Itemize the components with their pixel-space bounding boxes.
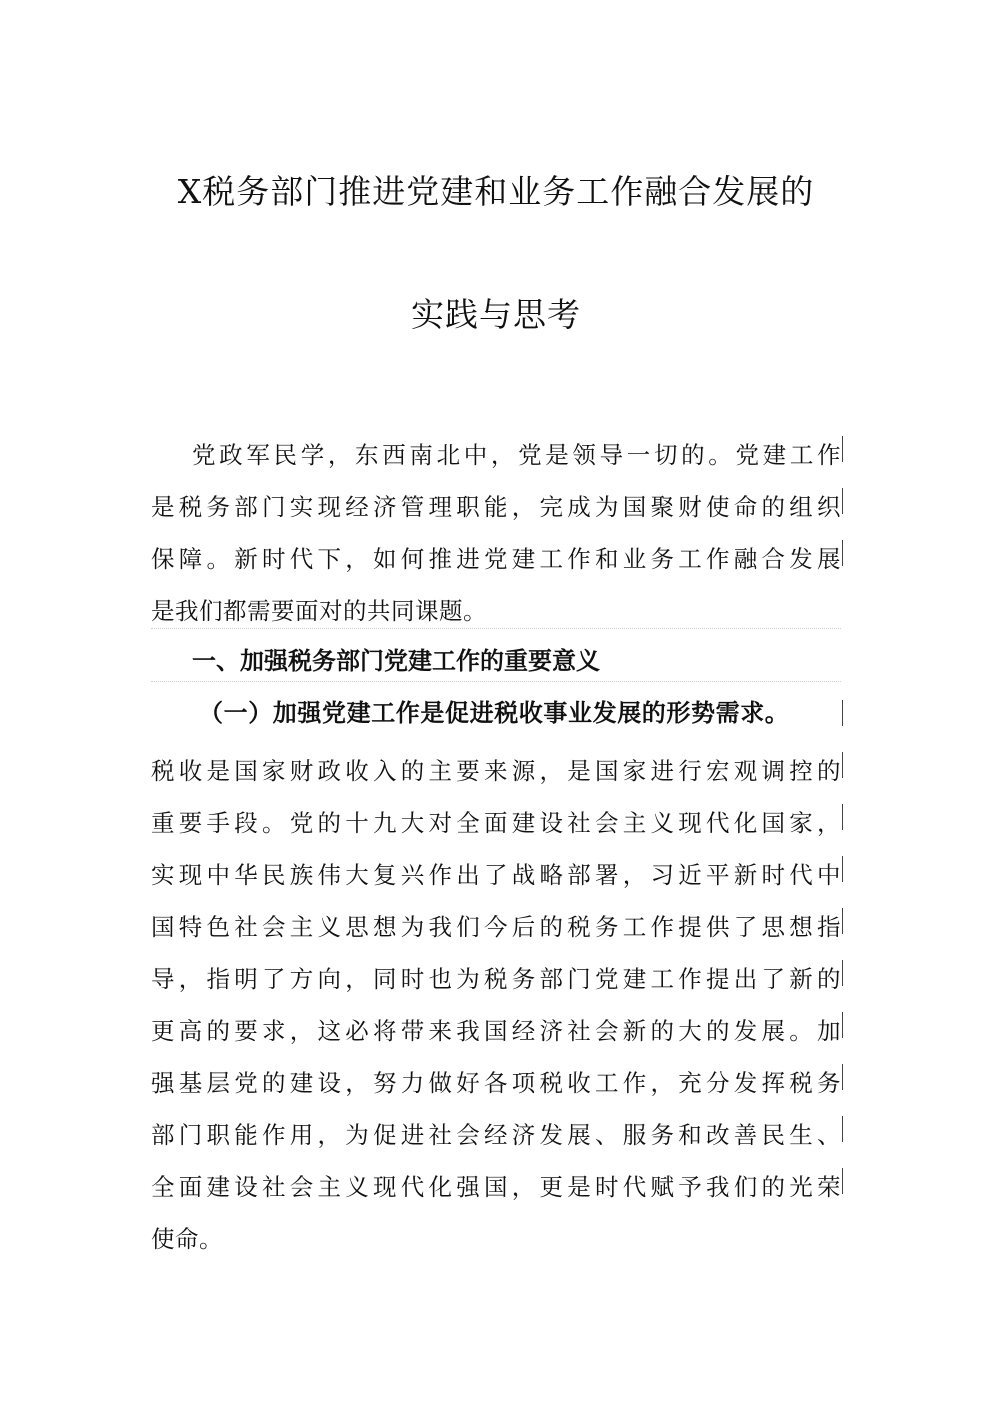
subsection-heading-1: （一）加强党建工作是促进税收事业发展的形势需求。 — [199, 699, 790, 727]
divider — [151, 681, 841, 682]
intro-line-4: 是我们都需要面对的共同课题。 — [151, 597, 487, 625]
margin-mark — [842, 1012, 843, 1038]
margin-mark — [842, 1064, 843, 1090]
body-line-9: 全面建设社会主义现代化强国，更是时代赋予我们的光荣 — [151, 1173, 841, 1201]
intro-line-1: 党政军民学，东西南北中，党是领导一切的。党建工作 — [192, 441, 841, 469]
margin-mark — [842, 960, 843, 986]
document-title-line-2: 实践与思考 — [411, 295, 581, 334]
margin-mark — [842, 908, 843, 934]
margin-mark — [842, 1116, 843, 1142]
intro-line-2: 是税务部门实现经济管理职能，完成为国聚财使命的组织 — [151, 493, 841, 521]
body-line-8: 部门职能作用，为促进社会经济发展、服务和改善民生、 — [151, 1121, 841, 1149]
margin-mark — [842, 804, 843, 830]
body-line-7: 强基层党的建设，努力做好各项税收工作，充分发挥税务 — [151, 1069, 841, 1097]
body-line-6: 更高的要求，这必将带来我国经济社会新的大的发展。加 — [151, 1017, 841, 1045]
margin-mark — [842, 752, 843, 778]
margin-mark — [842, 436, 843, 462]
margin-mark — [842, 1168, 843, 1194]
intro-line-3: 保障。新时代下，如何推进党建工作和业务工作融合发展 — [151, 545, 841, 573]
body-line-5: 导，指明了方向，同时也为税务部门党建工作提出了新的 — [151, 965, 841, 993]
body-line-10: 使命。 — [151, 1225, 223, 1253]
divider — [151, 628, 841, 629]
section-heading-1: 一、加强税务部门党建工作的重要意义 — [192, 647, 600, 675]
body-line-4: 国特色社会主义思想为我们今后的税务工作提供了思想指 — [151, 913, 841, 941]
document-title-line-1: X税务部门推进党建和业务工作融合发展的 — [177, 172, 815, 211]
body-line-2: 重要手段。党的十九大对全面建设社会主义现代化国家， — [151, 809, 841, 837]
margin-mark — [842, 540, 843, 566]
margin-mark — [842, 700, 843, 726]
margin-mark — [842, 488, 843, 514]
body-line-3: 实现中华民族伟大复兴作出了战略部署，习近平新时代中 — [151, 861, 841, 889]
margin-mark — [842, 856, 843, 882]
body-line-1: 税收是国家财政收入的主要来源，是国家进行宏观调控的 — [151, 757, 841, 785]
